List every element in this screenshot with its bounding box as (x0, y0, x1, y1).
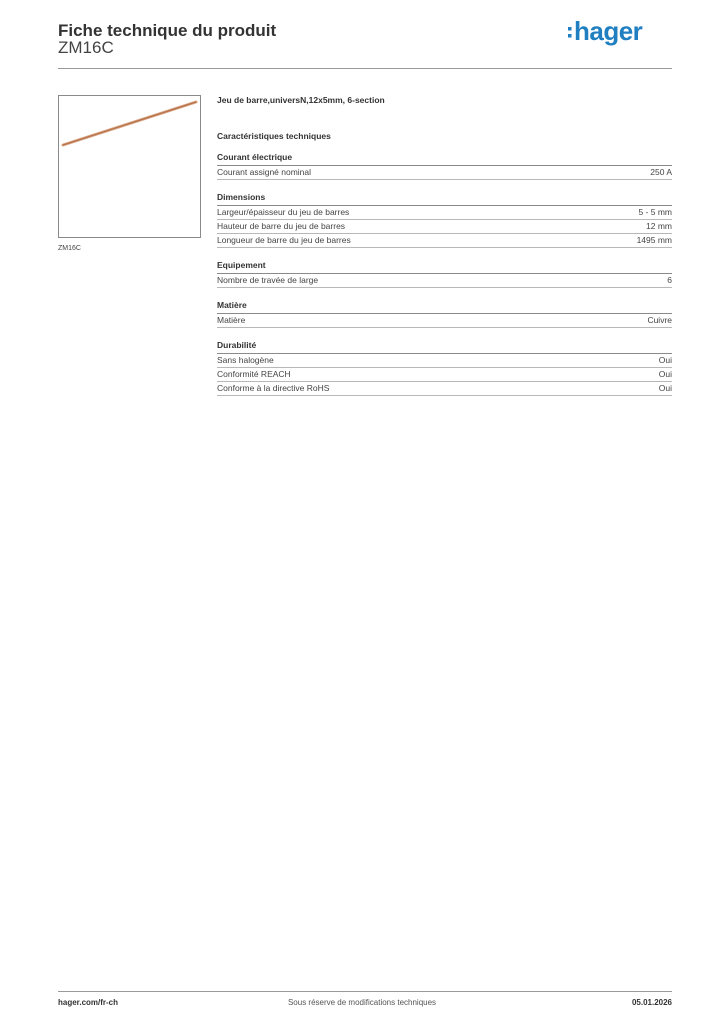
spec-value: 5 - 5 mm (638, 207, 672, 217)
header-divider (58, 68, 672, 69)
product-image-caption: ZM16C (58, 245, 81, 252)
spec-group-equipment (217, 260, 672, 288)
spec-value: Oui (658, 355, 672, 365)
spec-row (217, 206, 672, 220)
spec-row (217, 382, 672, 396)
spec-label: Largeur/épaisseur du jeu de barres (217, 207, 350, 217)
spec-label: Nombre de travée de large (217, 275, 319, 285)
spec-group-title: Durabilité (217, 340, 672, 354)
spec-value: Oui (658, 383, 672, 393)
hager-logo (567, 16, 657, 51)
spec-value: 1495 mm (636, 235, 672, 245)
spec-row (217, 354, 672, 368)
spec-label: Sans halogène (217, 355, 274, 365)
spec-row (217, 234, 672, 248)
spec-label: Courant assigné nominal (217, 167, 312, 177)
footer-divider (58, 991, 672, 992)
spec-group-dimensions (217, 192, 672, 248)
spec-value: Cuivre (647, 315, 672, 325)
spec-label: Longueur de barre du jeu de barres (217, 235, 351, 245)
spec-value: Oui (658, 369, 672, 379)
page-title: Fiche technique du produit (58, 21, 277, 40)
spec-group-title: Dimensions (217, 192, 672, 206)
spec-group-title: Equipement (217, 260, 672, 274)
spec-group-durability (217, 340, 672, 396)
spec-label: Hauteur de barre du jeu de barres (217, 221, 346, 231)
spec-sheet (217, 95, 672, 396)
spec-label: Matière (217, 315, 246, 325)
spec-row (217, 314, 672, 328)
product-description: Jeu de barre,universN,12x5mm, 6-section (217, 95, 385, 105)
footer-notice: Sous réserve de modifications techniques (287, 998, 437, 1007)
spec-row (217, 220, 672, 234)
spec-group-title: Courant électrique (217, 152, 672, 166)
spec-label: Conforme à la directive RoHS (217, 383, 330, 393)
spec-value: 6 (667, 275, 672, 285)
spec-group-material (217, 300, 672, 328)
spec-value: 250 A (650, 167, 672, 177)
spec-group-title: Matière (217, 300, 672, 314)
spec-label: Conformité REACH (217, 369, 291, 379)
product-image (58, 95, 201, 238)
specs-heading: Caractéristiques techniques (217, 131, 331, 141)
spec-row (217, 368, 672, 382)
footer-website-link[interactable]: hager.com/fr-ch (58, 998, 119, 1007)
spec-group-electrical (217, 152, 672, 180)
spec-row (217, 166, 672, 180)
spec-row (217, 274, 672, 288)
logo-text: hager (574, 16, 643, 46)
footer-date: 05.01.2026 (631, 998, 672, 1007)
product-reference: ZM16C (58, 38, 114, 57)
spec-value: 12 mm (646, 221, 672, 231)
